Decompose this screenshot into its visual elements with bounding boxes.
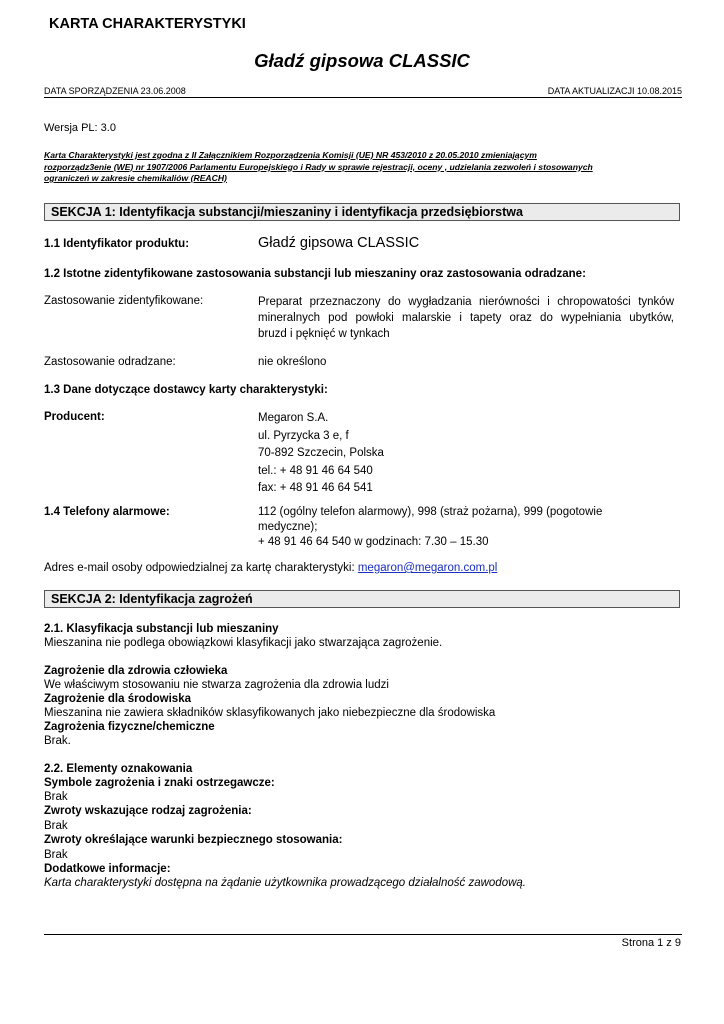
email-label: Adres e-mail osoby odpowiedzialnej za kartę charakterystyki: (44, 562, 358, 574)
producer-name: Megaron S.A. (258, 412, 329, 424)
emergency-line: 112 (ogólny telefon alarmowy), 998 (straż pożarna), 999 (pogotowie (258, 506, 603, 518)
environment-hazard-heading: Zagrożenie dla środowiska (44, 693, 191, 705)
date-created: DATA SPORZĄDZENIA 23.06.2008 (44, 86, 186, 96)
physical-hazard-text: Brak. (44, 735, 71, 747)
producer-label: Producent: (44, 411, 105, 423)
symbols-heading: Symbole zagrożenia i znaki ostrzegawcze: (44, 777, 275, 789)
identified-use-line: Preparat przeznaczony do wygładzania nierówności i chropowatości tynków (258, 296, 674, 308)
labelling-heading: 2.2. Elementy oznakowania (44, 763, 193, 775)
producer-phone: tel.: + 48 91 46 64 540 (258, 464, 373, 477)
page-number: Strona 1 z 9 (621, 937, 681, 949)
footer-divider (44, 934, 682, 935)
regulation-line: Karta Charakterystyki jest zgodna z II Załącznikiem Rozporządzenia Komisji (UE) NR 453/2010 z 20.05.2010 zmieniającym (44, 150, 537, 160)
section-1-heading: SEKCJA 1: Identyfikacja substancji/mieszaniny i identyfikacja przedsiębiorstwa (44, 203, 680, 221)
identified-use-value (258, 294, 674, 342)
email-line (44, 562, 497, 574)
health-hazard-text: We właściwym stosowaniu nie stwarza zagrożenia dla zdrowia ludzi (44, 679, 389, 691)
hazard-phrases-text: Brak (44, 820, 68, 832)
emergency-phones-value (258, 505, 602, 550)
physical-hazard-heading: Zagrożenia fizyczne/chemiczne (44, 721, 215, 733)
safety-phrases-heading: Zwroty określające warunki bezpiecznego stosowania: (44, 834, 343, 846)
product-title: Gładź gipsowa CLASSIC (254, 50, 470, 71)
additional-info-text: Karta charakterystyki dostępna na żądanie użytkownika prowadzącego działalność zawodową. (44, 877, 526, 889)
producer-address (258, 410, 384, 498)
discouraged-use-value: nie określono (258, 356, 327, 368)
date-updated: DATA AKTUALIZACJI 10.08.2015 (547, 86, 682, 96)
section-2-heading: SEKCJA 2: Identyfikacja zagrożeń (44, 590, 680, 608)
additional-info-heading: Dodatkowe informacje: (44, 863, 171, 875)
emergency-line: medyczne); (258, 521, 318, 533)
regulation-note (44, 150, 680, 185)
identified-use-label: Zastosowanie zidentyfikowane: (44, 295, 204, 307)
uses-heading: 1.2 Istotne zidentyfikowane zastosowania substancji lub mieszaniny oraz zastosowania odradzane: (44, 268, 586, 280)
hazard-phrases-heading: Zwroty wskazujące rodzaj zagrożenia: (44, 805, 252, 817)
producer-fax: fax: + 48 91 46 64 541 (258, 482, 373, 494)
email-link[interactable]: megaron@megaron.com.pl (357, 562, 498, 574)
regulation-line: ograniczeń w zakresie chemikaliów (REACH) (44, 173, 227, 183)
emergency-phones-label: 1.4 Telefony alarmowe: (44, 506, 170, 518)
product-identifier-label: 1.1 Identyfikator produktu: (44, 238, 190, 250)
emergency-line: + 48 91 46 64 540 w godzinach: 7.30 – 15.30 (258, 536, 489, 548)
document-type-header: KARTA CHARAKTERYSTYKI (49, 16, 246, 32)
classification-heading: 2.1. Klasyfikacja substancji lub mieszaniny (44, 623, 279, 635)
safety-phrases-text: Brak (44, 849, 68, 861)
producer-street: ul. Pyrzycka 3 e, f (258, 429, 349, 442)
health-hazard-heading: Zagrożenie dla zdrowia człowieka (44, 665, 228, 677)
identified-use-line: mineralnych pod powłoki malarskie i tapety oraz do wypełniania ubytków, (258, 312, 674, 324)
environment-hazard-text: Mieszanina nie zawiera składników sklasyfikowanych jako niebezpieczne dla środowiska (44, 707, 496, 719)
product-identifier-value: Gładź gipsowa CLASSIC (258, 235, 420, 251)
classification-text: Mieszanina nie podlega obowiązkowi klasyfikacji jako stwarzająca zagrożenie. (44, 637, 443, 649)
regulation-line: rozporządz3enie (WE) nr 1907/2006 Parlamentu Europejskiego i Rady w sprawie rejestracji, oceny , udzielania zezwoleń i stosowanych (44, 161, 593, 172)
section-2-body (44, 622, 680, 890)
dates-row (44, 86, 682, 98)
identified-use-line: bruzd i pęknięć w tynkach (258, 328, 390, 340)
discouraged-use-label: Zastosowanie odradzane: (44, 356, 176, 368)
producer-city: 70-892 Szczecin, Polska (258, 447, 384, 459)
version-label: Wersja PL: 3.0 (44, 122, 116, 134)
symbols-text: Brak (44, 791, 68, 803)
supplier-heading: 1.3 Dane dotyczące dostawcy karty charakterystyki: (44, 384, 328, 396)
